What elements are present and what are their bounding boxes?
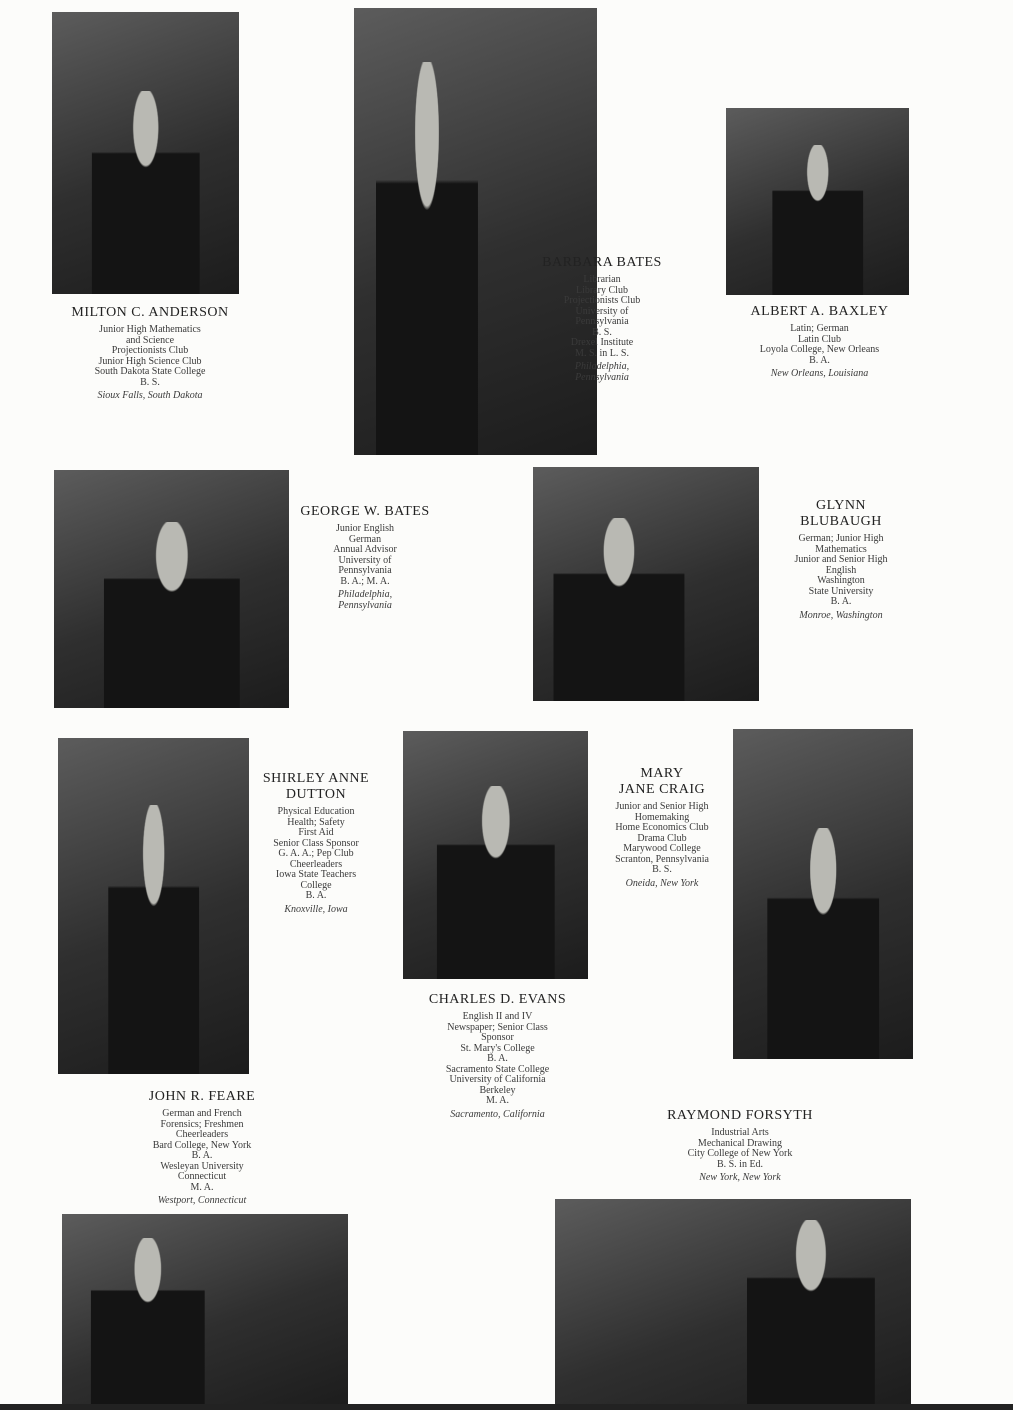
- detail-line: First Aid: [298, 827, 334, 838]
- detail-line: Junior High Mathematics: [99, 324, 201, 335]
- detail-line: German: [348, 533, 382, 545]
- hometown: Sacramento, California: [450, 1108, 545, 1120]
- detail-line: Pennsylvania: [575, 316, 629, 327]
- name: BARBARA BATES: [542, 255, 662, 270]
- photo-barbara-bates: [354, 8, 597, 455]
- hometown: Philadelphia,: [337, 589, 393, 600]
- detail-line: Connecticut: [177, 1171, 227, 1182]
- name-line: DUTTON: [285, 787, 347, 802]
- detail-line: Pennsylvania: [338, 565, 392, 576]
- detail-line: B. A.: [809, 354, 830, 366]
- photo-mary-jane-craig: [733, 729, 913, 1059]
- hometown: Philadelphia,: [574, 361, 630, 372]
- detail-line: Mechanical Drawing: [697, 1137, 783, 1149]
- page-edge-rule: [0, 1404, 1013, 1410]
- caption-barbara-bates: [527, 255, 677, 383]
- detail-line: Home Economics Club: [615, 822, 709, 833]
- photo-raymond-forsyth: [555, 1199, 911, 1410]
- caption-charles-evans: [410, 992, 585, 1120]
- hometown: Knoxville, Iowa: [284, 903, 348, 915]
- detail-line: Drexel Institute: [570, 337, 634, 348]
- caption-raymond-forsyth: [640, 1108, 840, 1184]
- detail-line: University of: [338, 554, 392, 566]
- name-line: SHIRLEY ANNE: [262, 771, 370, 786]
- detail-line: Industrial Arts: [711, 1127, 769, 1138]
- detail-line: Senior Class Sponsor: [273, 837, 359, 849]
- detail-line: Loyola College, New Orleans: [759, 344, 880, 355]
- caption-george-bates: [295, 504, 435, 611]
- detail-line: Marywood College: [623, 843, 701, 854]
- name: CHARLES D. EVANS: [428, 992, 567, 1007]
- detail-line: Sacramento State College: [445, 1063, 550, 1075]
- detail-line: St. Mary's College: [460, 1042, 535, 1054]
- caption-john-feare: [112, 1089, 292, 1207]
- detail-line: University of California: [449, 1074, 546, 1085]
- detail-line: B. S.: [652, 864, 672, 875]
- name: ALBERT A. BAXLEY: [750, 304, 889, 319]
- hometown: Pennsylvania: [338, 599, 392, 611]
- detail-line: State University: [808, 585, 874, 597]
- hometown: New York, New York: [699, 1172, 781, 1183]
- detail-line: G. A. A.; Pep Club: [278, 848, 354, 859]
- detail-line: B. A.: [830, 596, 852, 607]
- photo-albert-baxley: [726, 108, 909, 295]
- detail-line: Forensics; Freshmen: [160, 1118, 244, 1130]
- photo-shirley-dutton: [58, 738, 249, 1074]
- name: MILTON C. ANDERSON: [71, 305, 229, 320]
- detail-line: B. A.; M. A.: [340, 575, 390, 587]
- detail-line: English: [825, 564, 857, 576]
- caption-mary-jane-craig: [595, 766, 729, 889]
- detail-line: M. A.: [485, 1095, 510, 1106]
- detail-line: Junior and Senior High: [794, 554, 888, 565]
- detail-line: Mathematics: [815, 543, 867, 555]
- detail-line: Drama Club: [637, 832, 687, 844]
- name-line: MARY: [640, 766, 684, 781]
- detail-line: Bard College, New York: [152, 1139, 252, 1151]
- detail-line: City College of New York: [687, 1148, 793, 1159]
- detail-line: Projectionists Club: [563, 295, 641, 306]
- detail-line: B. A.: [305, 890, 327, 901]
- detail-line: Sponsor: [481, 1032, 514, 1043]
- detail-line: Newspaper; Senior Class: [447, 1021, 548, 1033]
- detail-line: Junior High Science Club: [98, 355, 202, 367]
- detail-line: and Science: [125, 334, 175, 346]
- detail-line: Latin; German: [790, 323, 849, 334]
- detail-line: B. A.: [487, 1053, 508, 1064]
- detail-line: German and French: [162, 1108, 242, 1119]
- detail-line: English II and IV: [462, 1011, 533, 1022]
- hometown: Oneida, New York: [625, 877, 699, 889]
- detail-line: University of: [575, 305, 629, 317]
- detail-line: Health; Safety: [287, 816, 345, 828]
- detail-line: Cheerleaders: [175, 1129, 229, 1140]
- hometown: Westport, Connecticut: [157, 1195, 247, 1206]
- photo-george-bates: [54, 470, 289, 708]
- detail-line: Cheerleaders: [289, 858, 343, 870]
- hometown: Pennsylvania: [575, 371, 629, 383]
- detail-line: South Dakota State College: [94, 366, 206, 377]
- detail-line: B. A.: [191, 1150, 213, 1161]
- photo-john-feare: [62, 1214, 348, 1410]
- detail-line: Junior and Senior High: [615, 801, 709, 812]
- detail-line: College: [300, 879, 332, 891]
- detail-line: Annual Advisor: [333, 544, 397, 555]
- photo-glynn-blubaugh: [533, 467, 759, 701]
- hometown: Monroe, Washington: [799, 609, 883, 621]
- hometown: New Orleans, Louisiana: [770, 368, 869, 379]
- photo-charles-evans: [403, 731, 588, 979]
- caption-albert-baxley: [727, 304, 912, 380]
- name-line: BLUBAUGH: [800, 514, 882, 529]
- detail-line: Washington: [817, 575, 865, 586]
- detail-line: Wesleyan University: [160, 1160, 244, 1172]
- caption-glynn-blubaugh: [772, 498, 910, 621]
- caption-milton-anderson: [40, 305, 260, 402]
- detail-line: B. S.: [140, 376, 160, 388]
- detail-line: Iowa State Teachers: [275, 869, 357, 880]
- detail-line: Librarian: [583, 274, 621, 285]
- detail-line: M. A.: [190, 1181, 214, 1193]
- detail-line: Scranton, Pennsylvania: [615, 853, 709, 865]
- detail-line: B. S.: [592, 326, 612, 338]
- detail-line: German; Junior High: [798, 533, 884, 544]
- detail-line: M. S. in L. S.: [575, 347, 629, 359]
- detail-line: Latin Club: [797, 333, 842, 345]
- hometown: Sioux Falls, South Dakota: [97, 390, 203, 401]
- detail-line: Berkeley: [479, 1084, 516, 1096]
- photo-milton-anderson: [52, 12, 239, 294]
- name-line: JANE CRAIG: [618, 782, 706, 797]
- detail-line: Junior English: [335, 523, 395, 534]
- detail-line: Library Club: [576, 284, 628, 296]
- detail-line: Physical Education: [277, 806, 355, 817]
- detail-line: Homemaking: [634, 811, 690, 823]
- name: RAYMOND FORSYTH: [667, 1108, 813, 1123]
- name: GEORGE W. BATES: [300, 504, 430, 519]
- name-line: GLYNN: [815, 498, 867, 513]
- caption-shirley-dutton: [252, 771, 380, 915]
- detail-line: Projectionists Club: [111, 345, 189, 356]
- detail-line: B. S. in Ed.: [716, 1158, 764, 1170]
- name: JOHN R. FEARE: [148, 1089, 256, 1104]
